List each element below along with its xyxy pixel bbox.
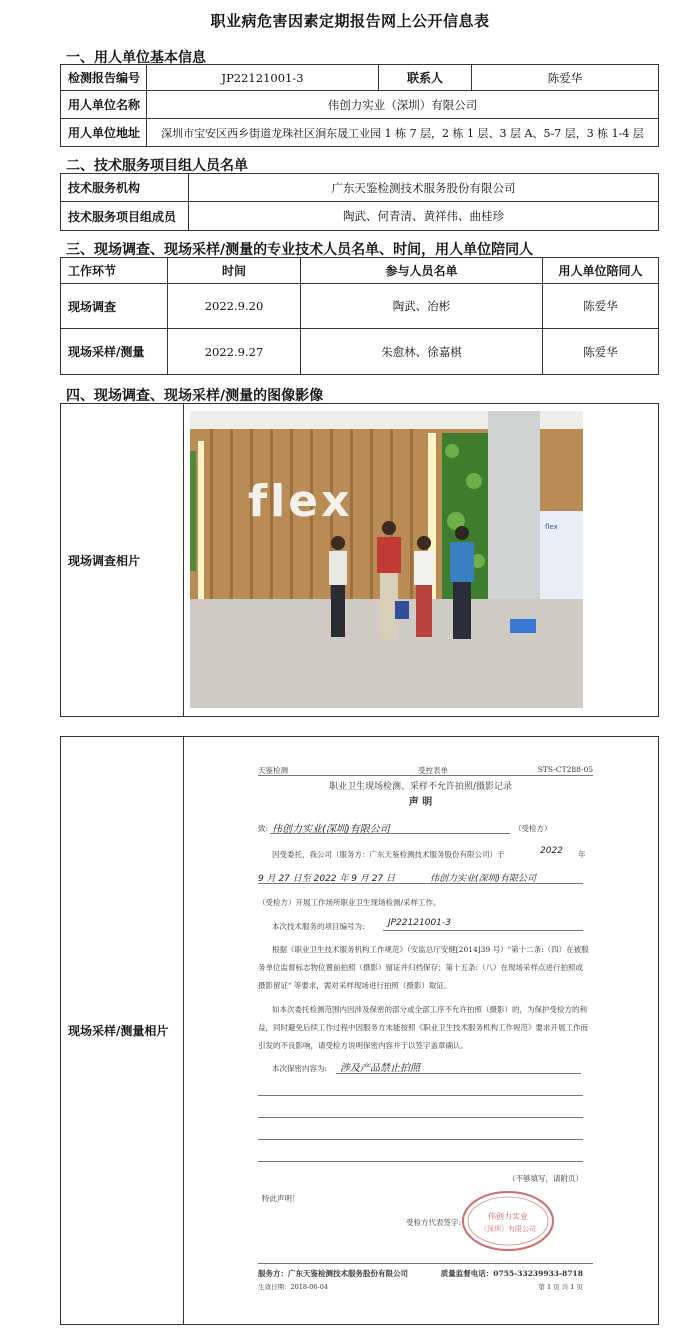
scan-to-suffix: （受检方） [514,824,552,833]
scan-p1-dates: 9 月 27 日至 2022 年 9 月 27 日 [258,874,396,884]
section1-heading: 一、用人单位基本信息 [66,50,206,66]
company-stamp [460,1189,556,1253]
survey-photo [190,411,583,708]
scan-header-left: 天鉴检测 [258,766,288,775]
report-no: JP22121001-3 [147,65,379,91]
row-stage: 现场采样/测量 [61,329,168,375]
scan-end: 特此声明！ [262,1194,300,1203]
scan-p1c: （受检方）开展工作场所职业卫生现场检测/采样工作。 [258,898,441,907]
header-stage: 工作环节 [61,258,168,284]
scan-p4: 如本次委托检测范围内因涉及保密的部分或全部工序不允许拍照（摄影）的，为保护受检方的利益，同时避免后续工作过程中因服务方未能按照《职业卫生技术服务机构工作规范》要求开展工作而引发的不良影响，请受检方说明保密内容并于以签字盖章确认。 [258,1005,588,1050]
scan-p5-hw: 涉及产品禁止拍照 [340,1063,420,1074]
table-row [61,284,659,329]
page-title: 职业病危害因素定期报告网上公开信息表 [210,12,490,30]
person [329,536,347,637]
scan-note: （不够填写，请附页） [508,1174,583,1183]
members-label: 技术服务项目组成员 [61,202,189,231]
scan-footer-left: 服务方：广东天鉴检测技术服务股份有限公司 [258,1269,408,1278]
section4-heading: 四、现场调查、现场采样/测量的图像影像 [66,388,324,404]
survey-photo-image [190,411,583,708]
header-time: 时间 [168,258,301,284]
person [414,536,434,637]
scan-footer-right: 质量监督电话：0755-33239933-8718 [440,1269,583,1278]
scan-header-right: STS-CT288-05 [537,765,593,774]
row-stage: 现场调查 [61,284,168,329]
address-label: 用人单位地址 [61,119,147,147]
banner-text: flex [545,523,558,531]
flex-sign: flex [248,476,353,527]
basic-info-table [60,64,659,147]
scan-to-prefix: 致: [258,824,269,833]
row-accompany: 陈爱华 [543,329,659,375]
row-people: 朱愈林、徐嘉棋 [301,329,543,375]
scan-title: 职业卫生现场检测、采样不允许拍照/摄影记录 [328,782,513,792]
org-label: 技术服务机构 [61,174,189,202]
row-time: 2022.9.27 [168,329,301,375]
scan-p1a: 因受委托，我公司（服务方：广东天鉴检测技术服务股份有限公司）于 [272,850,505,859]
org-value: 广东天鉴检测技术服务股份有限公司 [189,174,659,202]
section2-heading: 二、技术服务项目组人员名单 [66,158,248,174]
scan-p5: 本次保密内容为: [272,1064,328,1073]
schedule-table [60,257,659,375]
scan-subtitle: 声 明 [408,797,433,808]
contact-value: 陈爱华 [472,65,659,91]
scan-p2: 本次技术服务的项目编号为: [272,922,365,931]
sampling-photo-label: 现场采样/测量相片 [61,737,184,1325]
scan-p1-year: 2022 [540,846,563,856]
scan-sign-label: 受检方代表签字: [406,1218,462,1227]
company-label: 用人单位名称 [61,91,147,119]
svg-text:（深圳）有限公司: （深圳）有限公司 [480,1225,536,1233]
scan-p2-hw: JP22121001-3 [388,918,451,928]
scan-footer-date: 生效日期：2018-06-04 [258,1283,328,1291]
header-accompany: 用人单位陪同人 [543,258,659,284]
scan-p3: 根据《职业卫生技术服务机构工作规范》（安监总厅安健[2014]39 号）"第十二条:（四）在被服务单位监督标志物位置前拍照（摄影）留证并归档保存；第十五条:（八）在现场采样点进行拍照或摄影留证" 等要求，需对采样现场进行拍照（摄影）取证。 [258,945,589,990]
row-accompany: 陈爱华 [543,284,659,329]
survey-photo-label: 现场调查相片 [61,404,184,717]
report-no-label: 检测报告编号 [61,65,147,91]
scan-footer-page: 第 1 页 共 1 页 [538,1283,583,1291]
company-value: 伟创力实业（深圳）有限公司 [147,91,659,119]
scan-p1-company: 伟创力实业(深圳)有限公司 [430,874,537,884]
scan-header-mid: 受控表单 [418,766,448,775]
contact-label: 联系人 [379,65,472,91]
section3-heading: 三、现场调查、现场采样/测量的专业技术人员名单、时间，用人单位陪同人 [66,242,534,258]
table-row [61,329,659,375]
team-table [60,173,659,231]
row-time: 2022.9.20 [168,284,301,329]
stamp-text: 伟创力实业 [488,1212,528,1221]
person [450,526,474,639]
scan-p1b: 年 [578,850,586,859]
scanned-declaration [248,765,593,1300]
header-people: 参与人员名单 [301,258,543,284]
members-value: 陶武、何青清、黄祥伟、曲桂珍 [189,202,659,231]
address-value: 深圳市宝安区西乡街道龙珠社区涧东晟工业园 1 栋 7 层，2 栋 1 层、3 层 A、5-7 层，3 栋 1-4 层 [147,119,659,147]
person [377,521,401,639]
row-people: 陶武、冶彬 [301,284,543,329]
scan-to-hw: 伟创力实业(深圳)有限公司 [272,824,390,835]
